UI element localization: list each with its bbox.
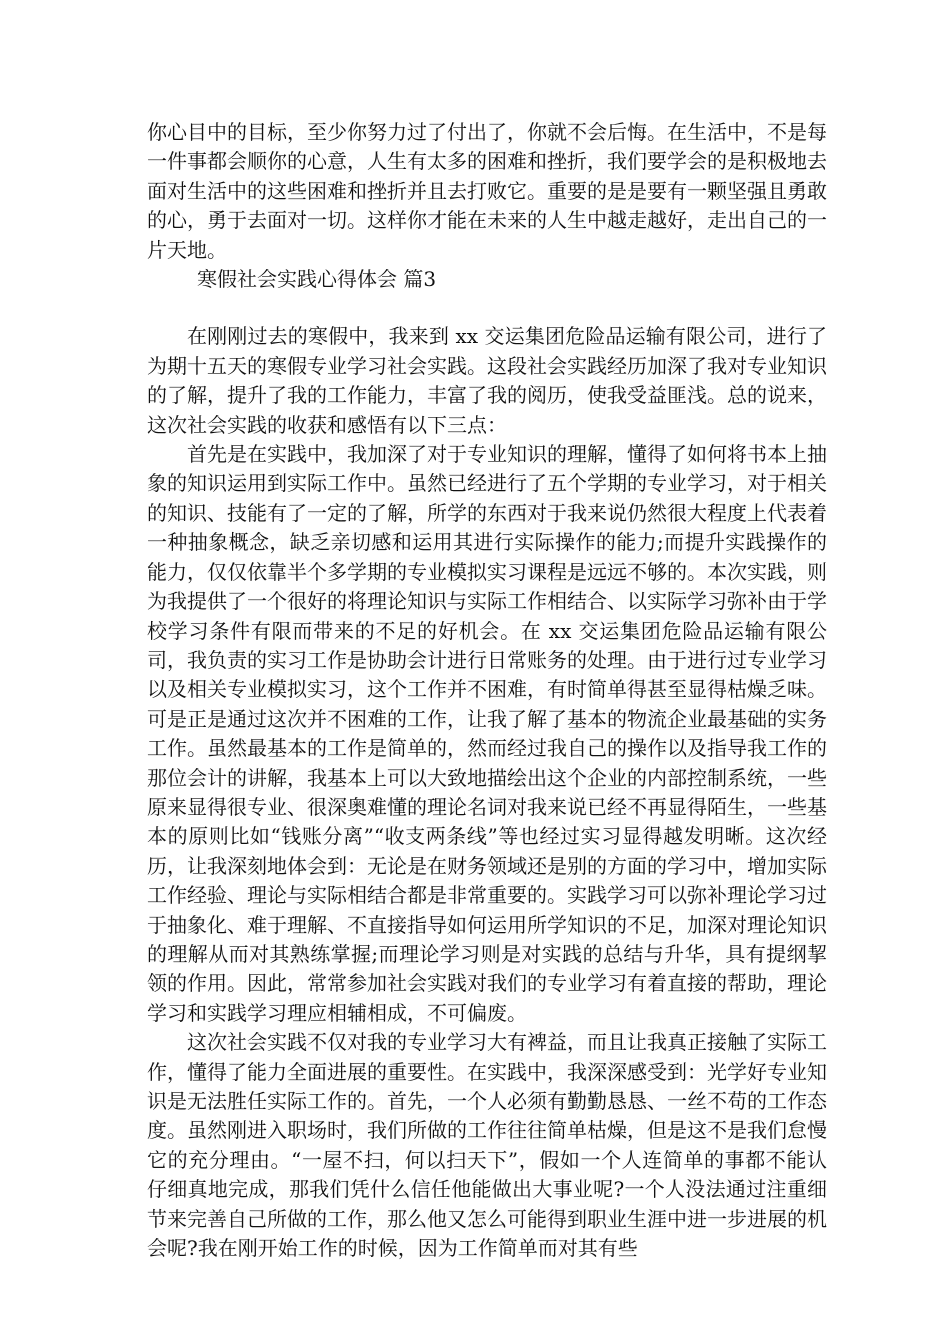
document-body (147, 118, 827, 1263)
body-paragraph: 在刚刚过去的寒假中，我来到 xx 交运集团危险品运输有限公司，进行了为期十五天的寒假专业学习社会实践。这段社会实践经历加深了我对专业知识的了解，提升了我的工作能力，丰富了我的阅历，使我受益匪浅。总的说来，这次社会实践的收获和感悟有以下三点： (147, 324, 827, 437)
section-title: 寒假社会实践心得体会 篇3 (197, 267, 437, 292)
continuation-paragraph: 你心目中的目标，至少你努力过了付出了，你就不会后悔。在生活中，不是每一件事都会顺你的心意，人生有太多的困难和挫折，我们要学会的是积极地去面对生活中的这些困难和挫折并且去打败它。重要的是是要有一颗坚强且勇敢的心，勇于去面对一切。这样你才能在未来的人生中越走越好，走出自己的一片天地。 (147, 120, 827, 262)
body-paragraph: 这次社会实践不仅对我的专业学习大有裨益，而且让我真正接触了实际工作，懂得了能力全面进展的重要性。在实践中，我深深感受到：光学好专业知识是无法胜任实际工作的。首先，一个人必须有勤勤恳恳、一丝不苟的工作态度。虽然刚进入职场时，我们所做的工作往往简单枯燥，但是这不是我们怠慢它的充分理由。“一屋不扫，何以扫天下”，假如一个人连简单的事都不能认仔细真地完成，那我们凭什么信任他能做出大事业呢?一个人没法通过注重细节来完善自己所做的工作，那么他又怎么可能得到职业生涯中进一步进展的机会呢?我在刚开始工作的时候，因为工作简单而对其有些 (147, 1030, 827, 1261)
body-paragraph: 首先是在实践中，我加深了对于专业知识的理解，懂得了如何将书本上抽象的知识运用到实际工作中。虽然已经进行了五个学期的专业学习，对于相关的知识、技能有了一定的了解，所学的东西对于我来说仍然很大程度上代表着一种抽象概念，缺乏亲切感和运用其进行实际操作的能力;而提升实践操作的能力，仅仅依靠半个多学期的专业模拟实习课程是远远不够的。本次实践，则为我提供了一个很好的将理论知识与实际工作相结合、以实际学习弥补由于学校学习条件有限而带来的不足的好机会。在 xx 交运集团危险品运输有限公司，我负责的实习工作是协助会计进行日常账务的处理。由于进行过专业学习以及相关专业模拟实习，这个工作并不困难，有时简单得甚至显得枯燥乏味。可是正是通过这次并不困难的工作，让我了解了基本的物流企业最基础的实务工作。虽然最基本的工作是简单的，然而经过我自己的操作以及指导我工作的那位会计的讲解，我基本上可以大致地描绘出这个企业的内部控制系统，一些原来显得很专业、很深奥难懂的理论名词对我来说已经不再显得陌生，一些基本的原则比如“钱账分离”“收支两条线”等也经过实习显得越发明晰。这次经历，让我深刻地体会到：无论是在财务领域还是别的方面的学习中，增加实际工作经验、理论与实际相结合都是非常重要的。实践学习可以弥补理论学习过于抽象化、难于理解、不直接指导如何运用所学知识的不足，加深对理论知识的理解从而对其熟练掌握;而理论学习则是对实践的总结与升华，具有提纲挈领的作用。因此，常常参加社会实践对我们的专业学习有着直接的帮助，理论学习和实践学习理应相辅相成，不可偏废。 (147, 442, 827, 1025)
